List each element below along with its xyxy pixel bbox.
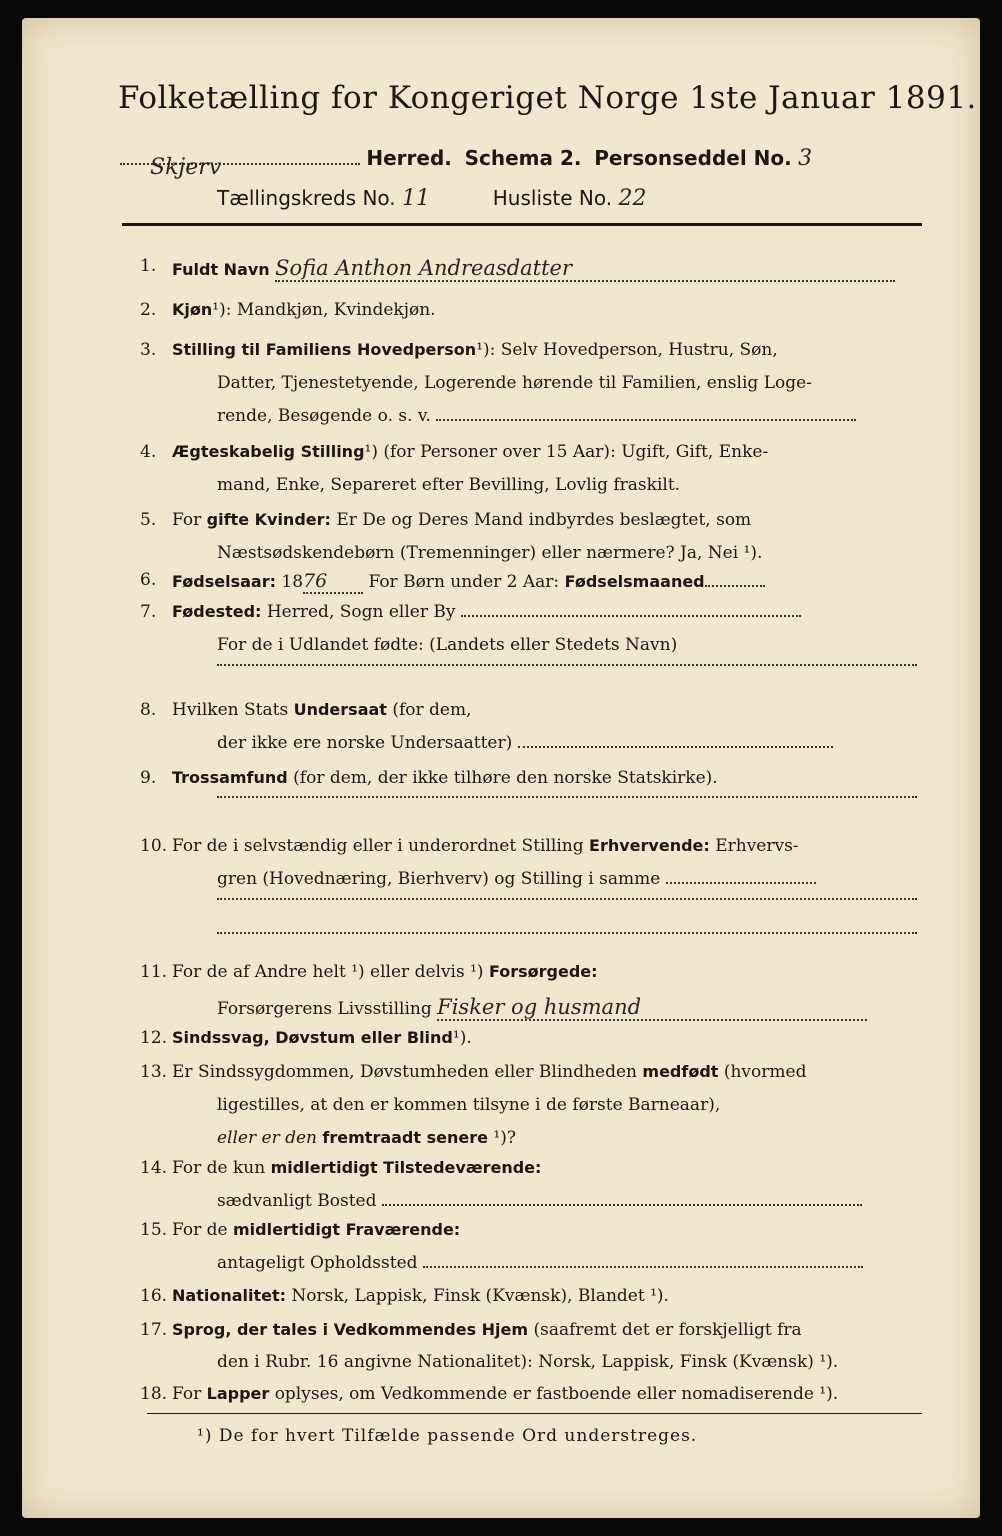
fill-line xyxy=(382,1204,862,1206)
item-line-3-wrap xyxy=(217,406,856,426)
item-number: 1. xyxy=(140,256,157,276)
item-text xyxy=(172,300,436,320)
item-text xyxy=(172,340,778,360)
item-text xyxy=(172,1384,838,1404)
item-prefix: Er Sindssygdommen, Døvstumheden eller Blindheden xyxy=(172,1062,637,1082)
item-prefix: For de xyxy=(172,1220,228,1240)
personseddel-value: 3 xyxy=(798,146,813,171)
item-line-2: Datter, Tjenestetyende, Logerende hørende til Familien, enslig Loge- xyxy=(217,373,812,393)
item-prefix: For de af Andre helt ¹) eller delvis ¹) xyxy=(172,962,484,982)
item-text xyxy=(172,1062,806,1082)
husliste-label: Husliste No. xyxy=(492,186,613,210)
item-text xyxy=(172,1028,472,1048)
item-line-2: sædvanligt Bosted xyxy=(217,1191,377,1211)
item-text xyxy=(172,1220,460,1240)
census-form-page xyxy=(22,18,980,1518)
birth-year-value: 76 xyxy=(303,570,363,594)
item-line-2: mand, Enke, Separeret efter Bevilling, Lovlig fraskilt. xyxy=(217,475,681,495)
item-label: midlertidigt Tilstedeværende: xyxy=(270,1158,542,1177)
item-question: (saafremt det er forskjelligt fra xyxy=(533,1320,802,1340)
item-options: ¹): Mandkjøn, Kvindekjøn. xyxy=(212,300,436,320)
item-label: Lapper xyxy=(206,1384,270,1403)
item-label: Stilling til Familiens Hovedperson xyxy=(172,340,477,359)
kreds-value: 11 xyxy=(402,186,431,211)
item-label: Forsørgede: xyxy=(488,962,598,981)
item-text xyxy=(172,442,768,462)
item-line-2-wrap xyxy=(217,869,816,889)
item-prefix: For de i selvstændig eller i underordnet Stilling xyxy=(172,836,584,856)
fill-line xyxy=(217,932,917,934)
item-text xyxy=(172,602,801,622)
item-line-2: ligestilles, at den er kommen tilsyne i de første Barneaar), xyxy=(217,1095,721,1115)
item-text xyxy=(172,1158,541,1178)
item-label: Ægteskabelig Stilling xyxy=(172,442,365,461)
item-number: 14. xyxy=(140,1158,168,1178)
form-title: Folketælling for Kongeriget Norge 1ste Januar 1891. xyxy=(118,80,977,116)
item-label: Erhvervende: xyxy=(589,836,710,855)
item-label: gifte Kvinder: xyxy=(206,510,331,529)
item-number: 3. xyxy=(140,340,157,360)
fill-line xyxy=(217,664,917,666)
item-label: Fødested: xyxy=(172,602,262,621)
item-question: (hvormed xyxy=(723,1062,807,1082)
item-options: Herred, Sogn eller By xyxy=(266,602,456,622)
item-number: 2. xyxy=(140,300,157,320)
item-label-3: fremtraadt senere xyxy=(322,1128,488,1147)
herred-value: Skjerv xyxy=(150,155,222,180)
item-line-2: Næstsødskendebørn (Tremenninger) eller nærmere? Ja, Nei ¹). xyxy=(217,543,763,563)
item-text xyxy=(172,962,598,982)
item-text xyxy=(172,1286,669,1306)
item-options: ¹): Selv Hovedperson, Hustru, Søn, xyxy=(476,340,778,360)
item-number: 15. xyxy=(140,1220,168,1240)
item-line-2: den i Rubr. 16 angivne Nationalitet): Norsk, Lappisk, Finsk (Kvænsk) ¹). xyxy=(217,1352,839,1372)
item-line-2: antageligt Opholdssted xyxy=(217,1253,418,1273)
footnote: ¹) De for hvert Tilfælde passende Ord understreges. xyxy=(197,1426,698,1446)
item-line-2-wrap xyxy=(217,1253,863,1273)
item-label: Nationalitet: xyxy=(172,1286,287,1305)
item-number: 11. xyxy=(140,962,168,982)
header-kreds-row xyxy=(217,186,646,211)
husliste-value: 22 xyxy=(618,186,647,211)
item-number: 12. xyxy=(140,1028,168,1048)
item-line-3 xyxy=(217,1128,516,1148)
item-text xyxy=(172,836,799,856)
item-question: oplyses, om Vedkommende er fastboende eller nomadiserende ¹). xyxy=(274,1384,839,1404)
item-number: 5. xyxy=(140,510,157,530)
item-number: 8. xyxy=(140,700,157,720)
kreds-label: Tællingskreds No. xyxy=(217,186,396,210)
item-number: 13. xyxy=(140,1062,168,1082)
fill-line xyxy=(518,746,833,748)
item-options: ¹) (for Personer over 15 Aar): Ugift, Gift, Enke- xyxy=(364,442,769,462)
item-prefix: For xyxy=(172,510,202,530)
item-number: 7. xyxy=(140,602,157,622)
item-label: Sindssvag, Døvstum eller Blind xyxy=(172,1028,453,1047)
fill-line xyxy=(217,796,917,798)
item-text xyxy=(172,256,895,282)
birth-month-label: Fødselsmaaned xyxy=(564,572,705,591)
item-options: Norsk, Lappisk, Finsk (Kvænsk), Blandet ¹). xyxy=(291,1286,669,1306)
item-label: medfødt xyxy=(642,1062,719,1081)
fill-line xyxy=(461,615,801,617)
item-line-3-end: ¹)? xyxy=(493,1128,516,1148)
item-question: Erhvervs- xyxy=(715,836,799,856)
item-label: Fuldt Navn xyxy=(172,260,270,279)
item-number: 16. xyxy=(140,1286,168,1306)
name-value: Sofia Anthon Andreasdatter xyxy=(275,256,895,282)
item-label: Kjøn xyxy=(172,300,213,319)
item-line-2-wrap xyxy=(217,995,867,1021)
item-label: midlertidigt Fraværende: xyxy=(232,1220,461,1239)
item-line-2: gren (Hovednæring, Bierhverv) og Stilling i samme xyxy=(217,869,661,889)
year-prefix: 18 xyxy=(281,572,304,592)
schema-label: Schema 2. xyxy=(464,146,582,170)
item-text xyxy=(172,510,751,530)
item-text xyxy=(172,700,472,720)
item-number: 18. xyxy=(140,1384,168,1404)
item-number: 4. xyxy=(140,442,157,462)
item-prefix: For de kun xyxy=(172,1158,266,1178)
item-prefix: Hvilken Stats xyxy=(172,700,289,720)
item-question: For Børn under 2 Aar: xyxy=(368,572,560,592)
item-question: (for dem, xyxy=(392,700,472,720)
herred-label: Herred. xyxy=(366,146,452,170)
item-line-2-wrap xyxy=(217,733,833,753)
item-line-2-wrap xyxy=(217,1191,862,1211)
fill-line xyxy=(666,882,816,884)
footer-rule xyxy=(147,1413,922,1414)
item-label: Trossamfund xyxy=(172,768,288,787)
item-line-2: der ikke ere norske Undersaatter) xyxy=(217,733,513,753)
item-label: Fødselsaar: xyxy=(172,572,276,591)
item-question: Er De og Deres Mand indbyrdes beslægtet, som xyxy=(336,510,752,530)
fill-line xyxy=(705,585,765,587)
item-number: 9. xyxy=(140,768,157,788)
item-question: (for dem, der ikke tilhøre den norske Statskirke). xyxy=(293,768,718,788)
fill-line xyxy=(436,419,856,421)
fill-line xyxy=(217,898,917,900)
item-options: ¹). xyxy=(452,1028,472,1048)
item-line-2: For de i Udlandet fødte: (Landets eller Stedets Navn) xyxy=(217,635,678,655)
item-line-2: Forsørgerens Livsstilling xyxy=(217,999,432,1019)
item-number: 17. xyxy=(140,1320,168,1340)
item-line-3-start: eller er den xyxy=(217,1128,318,1148)
item-number: 10. xyxy=(140,836,168,856)
item-text xyxy=(172,1320,802,1340)
item-prefix: For xyxy=(172,1384,202,1404)
item-number: 6. xyxy=(140,570,157,590)
item-line-3: rende, Besøgende o. s. v. xyxy=(217,406,431,426)
header-rule xyxy=(122,223,922,226)
item-label: Undersaat xyxy=(293,700,387,719)
item-text xyxy=(172,768,718,788)
item-text xyxy=(172,570,765,594)
provider-occupation-value: Fisker og husmand xyxy=(437,995,867,1021)
fill-line xyxy=(423,1266,863,1268)
personseddel-label: Personseddel No. xyxy=(594,146,792,170)
header-herred-row xyxy=(120,146,813,180)
herred-field xyxy=(120,155,360,180)
item-label: Sprog, der tales i Vedkommendes Hjem xyxy=(172,1320,529,1339)
